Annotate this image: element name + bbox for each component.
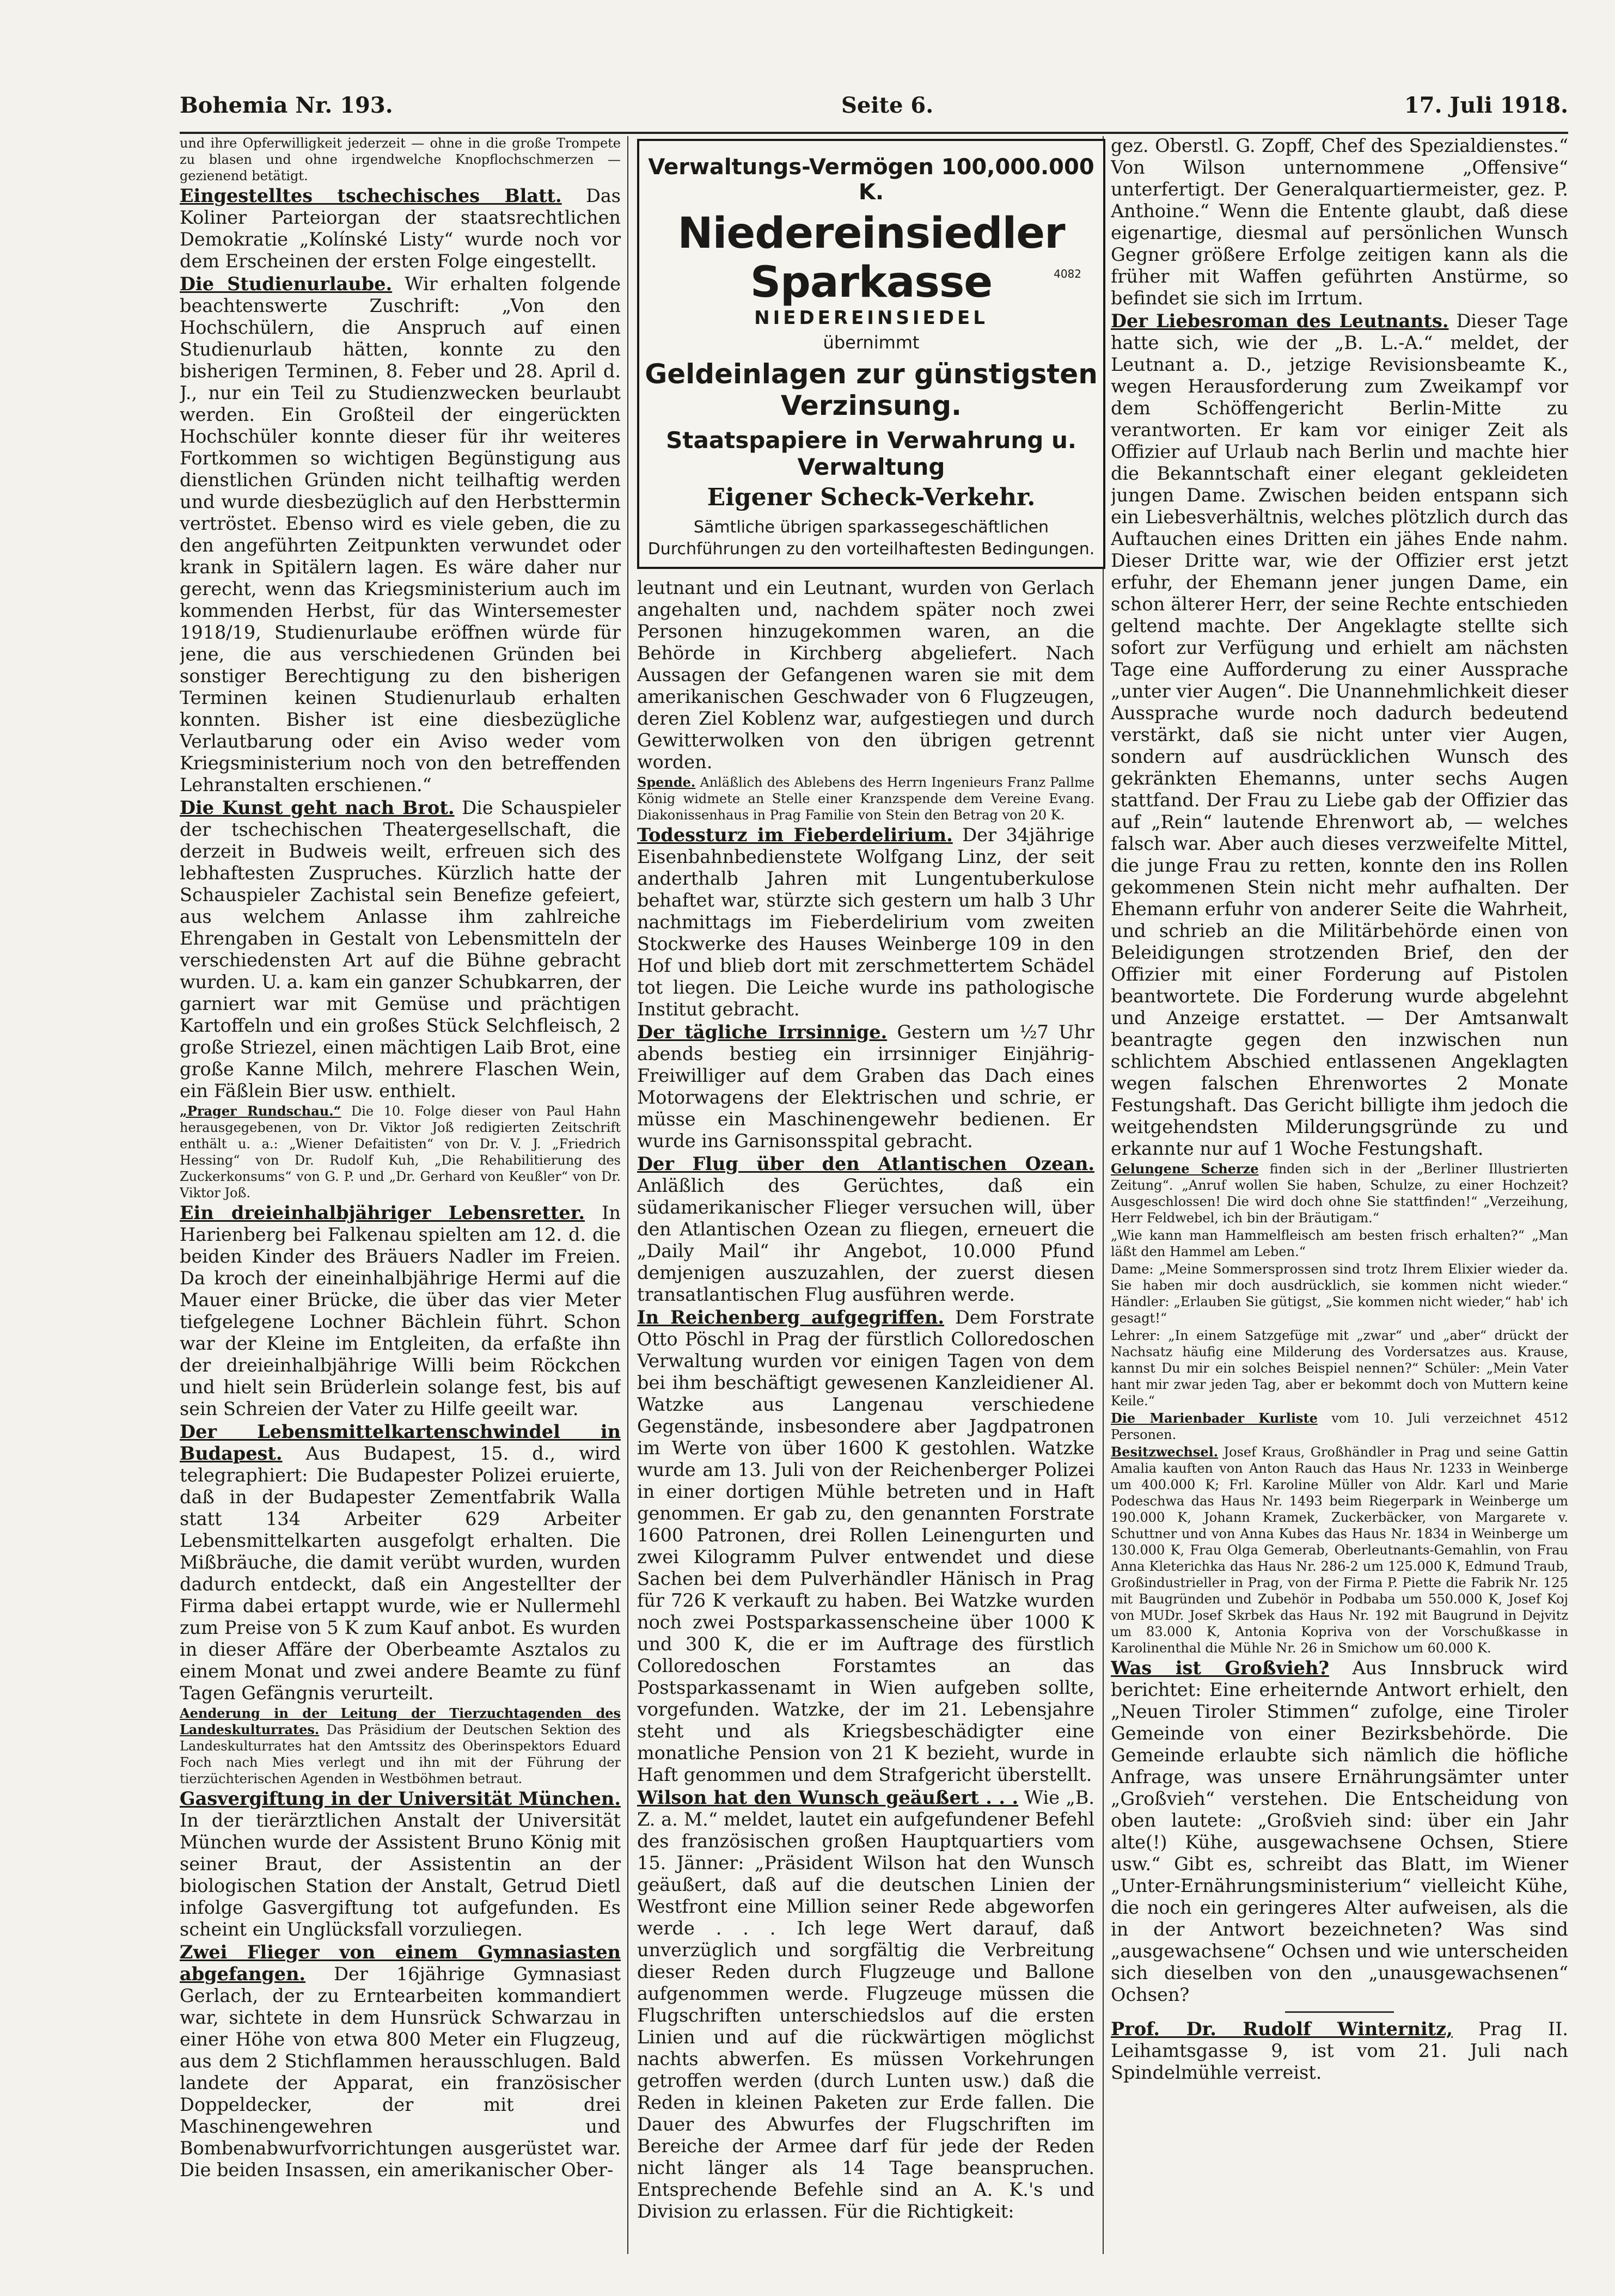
article <box>1111 2018 1568 2084</box>
article-headline: „Prager Rundschau.“ <box>180 1103 341 1119</box>
article-body: Das Koliner Parteiorgan der staatsrechtlichen Demokratie „Kolínské Listy“ wurde noch vor dem Erscheinen der ersten Folge eingestellt. <box>180 185 621 272</box>
article-body: Die Schauspieler der tschechischen Theatergesellschaft, die derzeit in Budweis weilt, erfreuen sich des lebhaftesten Zuspruches. Kürzlich hatte der Schauspieler Zachistal sein Benefize gefeiert, aus welchem Anlasse ihm zahlreiche Ehrengaben in Gestalt von Lebensmitteln der verschiedensten Art auf die Bühne gebracht wurden. U. a. kam ein ganzer Schubkarren, der garniert war mit Gemüse und prächtigen Kartoffeln und ein großes Stück Selchfleisch, 2 große Striezel, einen mächtigen Laib Brot, eine große Kanne Milch, mehrere Flaschen Wein, ein Fäßlein Bier usw. enthielt. <box>180 797 621 1101</box>
article-headline: Was ist Großvieh? <box>1111 1657 1329 1679</box>
article <box>1111 135 1568 309</box>
article-headline: Die Studienurlaube. <box>180 273 393 295</box>
article-headline: Die Marienbader Kurliste <box>1111 1410 1318 1426</box>
article <box>180 1103 621 1201</box>
separator-rule <box>1285 2011 1394 2013</box>
article <box>1111 1657 1568 2006</box>
article-body: Der 16jährige Gymnasiast Gerlach, der zu Erntearbeiten kommandiert war, sichtete in dem Hunsrück Schwarzau in einer Höhe von etwa 800 Meter ein Flugzeug, aus dem 2 Stichflammen herausschlugen. Bald landete der Apparat, ein französischer Doppeldecker, der mit drei Maschinengewehren und Bombenabwurfvorrichtungen ausgerüstet war. Die beiden Insassen, ein amerikanischer Ober- <box>180 1963 621 2181</box>
article-headline: Der Liebesroman des Leutnants. <box>1111 310 1449 332</box>
article <box>180 1942 621 2181</box>
ad-check: Eigener Scheck-Verkehr. <box>707 483 1036 511</box>
header-rule <box>180 132 1568 134</box>
sparkasse-advertisement <box>637 139 1105 569</box>
article-headline: Aenderung in der Leitung der Tierzuchtagenden des Landeskulturrates. <box>180 1705 621 1737</box>
article-body: Das Präsidium der Deutschen Sektion des Landeskulturrates hat den Amtssitz des Oberinspektors Eduard Foch nach Mies verlegt und ihn mit der Führung der tierzüchterischen Agenden in Westböhmen betraut. <box>180 1722 621 1786</box>
article-body: Anläßlich des Ablebens des Herrn Ingenieurs Franz Pallme König widmete an Stelle einer Kranzspende dem Vereine Evang. Diakonissenhaus in Prag Familie von Stein den Betrag von 20 K. <box>637 775 1094 823</box>
article <box>180 1202 621 1420</box>
article-body: In der tierärztlichen Anstalt der Universität München wurde der Assistent Bruno König mit seiner Braut, der Assistentin an der biologischen Station der Anstalt, Getrud Dietl infolge Gasvergiftung tot aufgefunden. Es scheint ein Unglücksfall vorzuliegen. <box>180 1810 621 1940</box>
article-headline: Prof. Dr. Rudolf Winternitz, <box>1111 2018 1453 2040</box>
article-body: gez. Oberstl. G. Zopff, Chef des Spezialdienstes.“ Von Wilson unternommene „Offensive“ unterfertigt. Der Generalquartiermeister, gez. P. Anthoine.“ Wenn die Entente glaubt, daß diese eigenartige, diesmal auf persönlichen Wunsch Gegner größere Erfolge zeitigen kann als die früher mit Waffen geführten Anstürme, so befindet sie sich im Irrtum. <box>1111 135 1568 309</box>
article-headline: Todessturz im Fieberdelirium. <box>637 824 953 846</box>
column-2 <box>637 577 1094 2260</box>
article-headline: In Reichenberg aufgegriffen. <box>637 1307 945 1328</box>
article <box>637 1021 1094 1152</box>
ad-papers: Staatspapiere in Verwahrung u. Verwaltung <box>666 427 1076 480</box>
article-body: Aus Budapest, 15. d., wird telegraphiert: Die Budapester Polizei eruierte, daß in der Budapester Zementfabrik Walla statt 134 Arbeiter 629 Arbeiter Lebensmittelkarten ausgefolgt erhalten. Die Mißbräuche, die damit verübt wurden, wurden dadurch entdeckt, daß ein Angestellter der Firma dabei ertappt wurde, wie er Nullermehl zum Preise von 5 K zum Kauf anbot. Es wurden in dieser Affäre der Oberbeamte Asztalos zu einem Monat und zwei andere Beamte zu fünf Tagen Gefängnis verurteilt. <box>180 1443 621 1704</box>
ad-takes: übernimmt <box>823 332 920 353</box>
article-body: leutnant und ein Leutnant, wurden von Gerlach angehalten und, nachdem später noch zwei Personen hinzugekommen waren, an die Behörde in Kirchberg abgeliefert. Nach Aussagen der Gefangenen waren sie mit dem amerikanischen Geschwader von 6 Flugzeugen, deren Ziel Koblenz war, aufgestiegen und durch Gewitterwolken von den übrigen getrennt worden. <box>637 577 1094 773</box>
article <box>637 1787 1094 2222</box>
article <box>1111 1227 1568 1260</box>
article <box>180 1421 621 1704</box>
article-body: Wir erhalten folgende beachtenswerte Zuschrift: „Von den Hochschülern, die Anspruch auf einen Studienurlaub hätten, konnte zu den bisherigen Terminen, 8. Feber und 28. April d. J., nur ein Teil zu Studienzwecken beurlaubt werden. Ein Großteil der eingerückten Hochschüler konnte dieser für ihr weiteres Fortkommen so wichtigen Begünstigung aus dienstlichen Gründen nicht teilhaftig werden und wurde diesbezüglich auf den Herbsttermin vertröstet. Ebenso wird es viele geben, die zu den angeführten Zeitpunkten verwundet oder krank in Spitälern lagen. Es wäre daher nur gerecht, wenn das Kriegsministerium auch im kommenden Herbst, für das Wintersemester 1918/19, Studienurlaube eröffnen würde für jene, die aus verschiedenen Gründen bei sonstiger Berechtigung zu den bisherigen Terminen keinen Studienurlaub erhalten konnten. Bisher ist eine diesbezügliche Verlautbarung oder ein Aviso weder vom Kriegsministerium noch von den betreffenden Lehranstalten erschienen.“ <box>180 273 621 795</box>
article-body: Der 34jährige Eisenbahnbedienstete Wolfgang Linz, der seit anderthalb Jahren mit Lungentuberkulose behaftet war, stürzte sich gestern um halb 3 Uhr nachmittags im Fieberdelirium vom zweiten Stockwerke des Hauses Weinberge 109 in den Hof und blieb dort mit zerschmettertem Schädel tot liegen. Die Leiche wurde ins pathologische Institut gebracht. <box>637 824 1094 1020</box>
ad-bank-name: Niedereinsiedler Sparkasse <box>677 209 1065 307</box>
article-headline: Zwei Flieger von einem Gymnasiasten abgefangen. <box>180 1942 621 1985</box>
column-divider-1 <box>627 136 628 2254</box>
article <box>1111 1410 1568 1443</box>
ad-deposits: Geldeinlagen zur günstigsten Verzinsung. <box>645 358 1098 421</box>
article-body: finden sich in der „Berliner Illustrierten Zeitung“. „Anruf wollen Sie haben, Schulze, zu einer Hochzeit? Ausgeschlossen! Die wird doch ohne Sie stattfinden!“ „Verzeihung, Herr Feldwebel, ich bin der Bräutigam.“ <box>1111 1161 1568 1226</box>
issue-date: 17. Juli 1918. <box>1404 93 1568 118</box>
article-body: Dieser Tage hatte sich, wie der „B. L.-A.“ meldet, der Leutnant a. D., jetzige Revisionsbeamte K., wegen Herausforderung zum Zweikampf vor dem Schöffengericht Berlin-Mitte zu verantworten. Er kam vor einiger Zeit als Offizier auf Urlaub nach Berlin und machte hier die Bekanntschaft einer elegant gekleideten jungen Dame. Zwischen beiden entspann sich ein Liebesverhältnis, welches plötzlich durch das Auftauchen eines Dritten ein jähes Ende nahm. Dieser Dritte war, wie der Offizier erst jetzt erfuhr, der Ehemann jener jungen Dame, ein schon älterer Herr, der seine Rechte entschieden geltend machte. Der Angeklagte stellte sich sofort zur Verfügung und erhielt am nächsten Tage eine Aufforderung zu einer Aussprache „unter vier Augen“. Die Unannehmlichkeit dieser Aussprache wurde noch dadurch bedeutend verstärkt, daß sie nicht unter vier Augen, sondern auf ausdrücklichen Wunsch des gekränkten Ehemanns, unter sechs Augen stattfand. Der Frau zu Liebe gab der Offizier das auf „Rein“ lautende Ehrenwort ab, — welches falsch war. Aber auch dieses verzweifelte Mittel, die junge Frau zu retten, konnte den ins Rollen gekommenen Stein nicht mehr aufhalten. Der Ehemann erfuhr von anderer Seite die Wahrheit, und schrieb an die Militärbehörde einen von Beleidigungen strotzenden Brief, den der Offizier mit einer Forderung auf Pistolen beantwortete. Die Forderung wurde abgelehnt und Anzeige erstattet. — Der Amtsanwalt beantragte gegen den inzwischen nun schlichtem Abschied entlassenen Angeklagten wegen falschen Ehrenwortes 2 Monate Festungshaft. Das Gericht billigte ihm jedoch die weitgehendsten Milderungsgründe zu und erkannte nur auf 1 Woche Festungshaft. <box>1111 310 1568 1159</box>
article <box>1111 1327 1568 1409</box>
ad-capital: Verwaltungs-Vermögen 100,000.000 K. <box>648 155 1094 205</box>
ad-code: 4082 <box>1054 267 1081 280</box>
article <box>637 774 1094 823</box>
article-headline: Wilson hat den Wunsch geäußert . . . <box>637 1787 1019 1808</box>
column-3 <box>1111 135 1568 2258</box>
article-headline: Besitzwechsel. <box>1111 1444 1219 1460</box>
article-body: „Wie kann man Hammelfleisch am besten frisch erhalten?“ „Man läßt den Hammel am Leben.“ <box>1111 1228 1568 1259</box>
article <box>180 135 621 184</box>
page-number: Seite 6. <box>841 93 934 118</box>
article <box>637 577 1094 773</box>
article-headline: Spende. <box>637 774 696 790</box>
article-body: Dem Forstrate Otto Pöschl in Prag der fürstlich Colloredoschen Verwaltung wurden vor einigen Tagen von dem bei ihm beschäftigt gewesenen Kanzleidiener Al. Watzke aus Langenau verschiedene Gegenstände, insbesondere aber Jagdpatronen im Werte von über 1600 K gestohlen. Watzke wurde am 13. Juli von der Reichenberger Polizei in einer dortigen Mühle betreten und in Haft genommen. Er gab zu, den genannten Forstrate 1600 Patronen, drei Rollen Leinengurten und zwei Kilogramm Pulver entwendet und diese Sachen bei dem Pulverhändler Hänisch in Prag für 726 K verkauft zu haben. Bei Watzke wurden noch zwei Postsparkassenscheine über 1000 K und 300 K, die er im Auftrage des fürstlich Colloredoschen Forstamtes an das Postsparkassenamt in Wien aufgeben sollte, vorgefunden. Watzke, der im 21. Lebensjahre steht und als Kriegsbeschädigter eine monatliche Pension von 21 K bezieht, wurde in Haft genommen und dem Strafgericht überstellt. <box>637 1307 1094 1785</box>
article-headline: Ein dreieinhalbjähriger Lebensretter. <box>180 1202 585 1223</box>
article <box>1111 1261 1568 1326</box>
article <box>637 1153 1094 1306</box>
article-headline: Die Kunst geht nach Brot. <box>180 797 455 818</box>
article <box>180 1705 621 1787</box>
article <box>180 797 621 1102</box>
article-headline: Der tägliche Irrsinnige. <box>637 1021 888 1043</box>
article-body: vom 10. Juli verzeichnet 4512 Personen. <box>1111 1411 1568 1442</box>
page-header <box>180 82 1568 131</box>
newspaper-issue: Bohemia Nr. 193. <box>180 93 393 118</box>
ad-other: Sämtliche übrigen sparkassegeschäftlichen Durchführungen zu den vorteilhaftesten Bedingungen. <box>647 518 1095 559</box>
article-body: Josef Kraus, Großhändler in Prag und seine Gattin Amalia kauften von Anton Rauch das Haus Nr. 1233 in Weinberge um 400.000 K; Frl. Karoline Müller von Aldr. Karl und Marie Podeschwa das Haus Nr. 1493 beim Riegerpark in Weinberge um 190.000 K, Johann Kramek, Zuckerbäcker, von Margarete v. Schuttner und von Anna Kubes das Haus Nr. 1834 in Weinberge um 130.000 K, Frau Olga Gemerab, Oberleutnants-Gemahlin, von Frau Anna Kleterichka das Haus Nr. 286-2 um 125.000 K, Edmund Traub, Großindustrieller in Prag, von der Firma P. Piette die Fabrik Nr. 125 mit Baugründen und Zubehör in Podbaba um 550.000 K, Josef Koj von MUDr. Josef Skrbek das Haus Nr. 192 mit Baugrund in Dejvitz um 83.000 K, Antonia Kopriva von der Vorschußkasse in Karolinenthal die Mühle Nr. 26 in Smichow um 60.000 K. <box>1111 1444 1568 1656</box>
article <box>180 273 621 796</box>
article <box>637 1307 1094 1786</box>
article-headline: Der Flug über den Atlantischen Ozean. <box>637 1153 1094 1174</box>
article-body: Gestern um ½7 Uhr abends bestieg ein irrsinniger Einjährig-Freiwilliger auf dem Graben das Dach eines Motorwagens der Elektrischen und schrie, er müsse ein Maschinengewehr bedienen. Er wurde ins Garnisonsspital gebracht. <box>637 1021 1094 1152</box>
ad-place: NIEDEREINSIEDEL <box>754 307 988 329</box>
article-body: Wie „B. Z. a. M.“ meldet, lautet ein aufgefundener Befehl des französischen großen Hauptquartiers vom 15. Jänner: „Präsident Wilson hat den Wunsch geäußert, daß auf die deutschen Linien der Westfront eine Million seiner Rede abgeworfen werde . . . Ich lege Wert darauf, daß unverzüglich und sorgfältig die Verbreitung dieser Reden durch Flugzeuge und Ballone aufgenommen werde. Flugzeuge müssen die Flugschriften unterschiedslos auf die ersten Linien und auf die rückwärtigen möglichst nachts abwerfen. Es müssen Vorkehrungen getroffen werden (durch Lunten usw.) daß die Reden in kleinen Paketen zur Erde fallen. Die Dauer des Abwurfes der Flugschriften im Bereiche der Armee darf für jede der Reden nicht länger als 14 Tage beanspruchen. Entsprechende Befehle sind an A. K.'s und Division zu erlassen. Für die Richtigkeit: <box>637 1787 1094 2222</box>
article-body: und ihre Opferwilligkeit jederzeit — ohne in die große Trompete zu blasen und ohne irgendwelche Knopflochschmerzen — gezienend betätigt. <box>180 136 621 183</box>
article-headline: Eingestelltes tschechisches Blatt. <box>180 185 562 206</box>
article <box>180 185 621 272</box>
article-body: Prag II. Leihamtsgasse 9, ist vom 21. Juli nach Spindelmühle verreist. <box>1111 2018 1568 2083</box>
article <box>180 1788 621 1940</box>
article <box>1111 1161 1568 1226</box>
column-1 <box>180 135 621 2258</box>
article-body: Lehrer: „In einem Satzgefüge mit „zwar“ und „aber“ drückt der Nachsatz häufig eine Milderung des Vordersatzes aus. Krause, kannst Du mir ein solches Beispiel nennen?“ Schüler: „Mein Vater hant mir zwar jeden Tag, aber er bekommt doch von Muttern keine Keile.“ <box>1111 1328 1568 1409</box>
article-headline: Gasvergiftung in der Universität München. <box>180 1788 621 1809</box>
article-headline: Gelungene Scherze <box>1111 1161 1259 1177</box>
article-body: Dame: „Meine Sommersprossen sind trotz Ihrem Elixier wieder da. Sie haben mir doch ausdrücklich, sie kommen nicht wieder.“ Händler: „Erlauben Sie gütigst, „Sie kommen nicht wieder,“ hab' ich gesagt!“ <box>1111 1262 1568 1326</box>
article-body: Anläßlich des Gerüchtes, daß ein südamerikanischer Flieger versuchen will, über den Atlantischen Ozean zu fliegen, erneuert die „Daily Mail“ ihr Angebot, 10.000 Pfund demjenigen auszuzahlen, der zuerst diesen transatlantischen Flug ausführen werde. <box>637 1175 1094 1305</box>
article-headline: Der Lebensmittelkartenschwindel in Budapest. <box>180 1421 621 1464</box>
article <box>1111 1444 1568 1656</box>
article-body: Aus Innsbruck wird berichtet: Eine erheiternde Antwort erhielt, den „Neuen Tiroler Stimmen“ zufolge, eine Tiroler Gemeinde von einer Bezirksbehörde. Die Gemeinde erlaubte sich nämlich die höfliche Anfrage, was unsere Ernährungsämter unter „Großvieh“ verstehen. Die Entscheidung von oben lautete: „Großvieh sind: über ein Jahr alte(!) Kühe, ausgewachsene Ochsen, Stiere usw.“ Gibt es, schreibt das Blatt, im Wiener „Unter-Ernährungsministerium“ vielleicht Kühe, die noch ein geringeres Alter aufweisen, als die in der Antwort bezeichneten? Was sind „ausgewachsene“ Ochsen und wie unterscheiden sich dieselben von den „unausgewachsenen“ Ochsen? <box>1111 1657 1568 2005</box>
article <box>1111 310 1568 1160</box>
article-body: Die 10. Folge dieser von Paul Hahn herausgegebenen, von Dr. Viktor Joß redigierten Zeitschrift enthält u. a.: „Wiener Defaitisten“ von Dr. V. J. „Friedrich Hessing“ von Dr. Rudolf Kuh, „Die Rehabilitierung des Zuckerkonsums“ von G. P. und „Dr. Gerhard von Keußler“ von Dr. Viktor Joß. <box>180 1104 621 1201</box>
article-body: In Harienberg bei Falkenau spielten am 12. d. die beiden Kinder des Bräuers Nadler im Freien. Da kroch der eineinhalbjährige Hermi auf die Mauer einer Brücke, die über das vier Meter tiefgelegene Lochner Bächlein führt. Schon war der Kleine im Entgleiten, da erfaßte ihn der dreieinhalbjährige Willi beim Röckchen und hielt sein Brüderlein solange fest, bis auf sein Schreien der Vater zu Hilfe geeilt war. <box>180 1202 621 1419</box>
article <box>637 824 1094 1020</box>
